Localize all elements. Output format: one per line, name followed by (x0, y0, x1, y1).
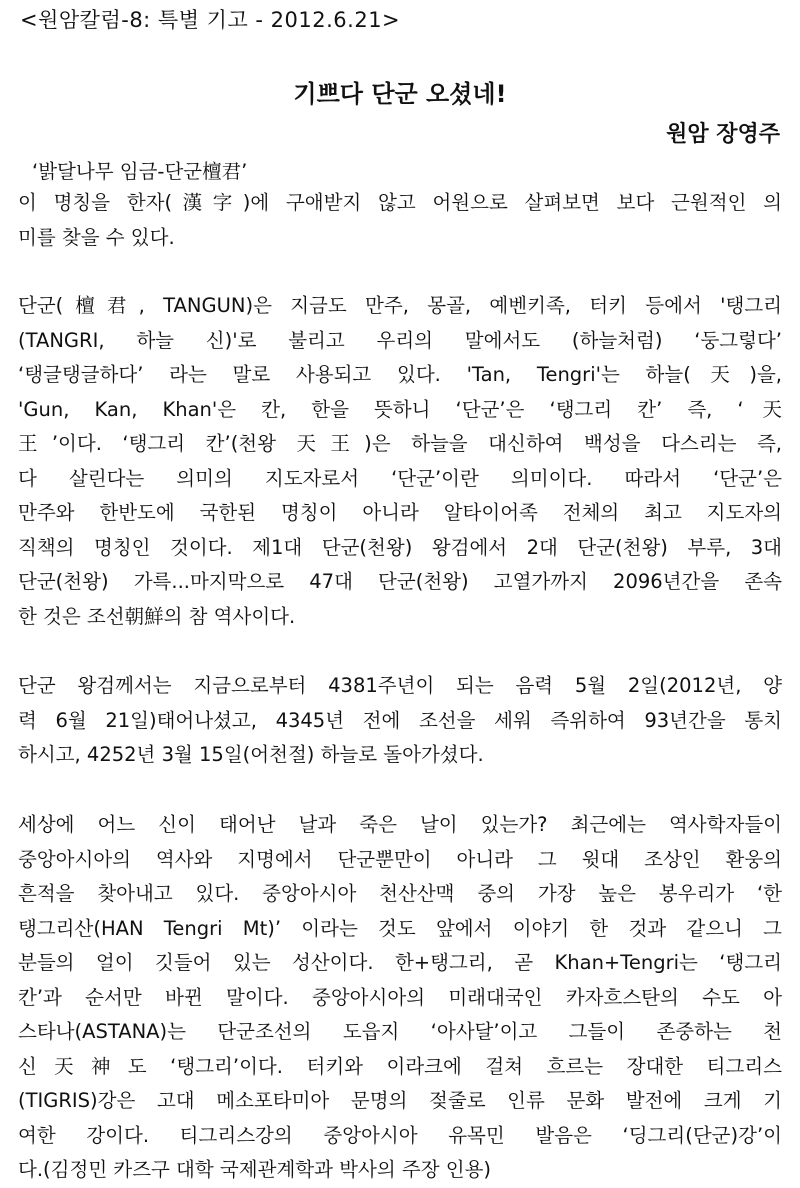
paragraph-line: 직책의 명칭인 것이다. 제1대 단군(천왕) 왕검에서 2대 단군(천왕) 부루, 3대 (18, 535, 782, 559)
paragraph-1 (18, 186, 782, 255)
paragraph-line: 단군 왕검께서는 지금으로부터 4381주년이 되는 음력 5월 2일(2012년, 양 (18, 674, 782, 697)
article-author: 원암 장영주 (666, 122, 780, 147)
paragraph-line: 한 것은 조선朝鮮의 참 역사이다. (18, 604, 296, 628)
paragraph-line: 하시고, 4252년 3월 15일(어천절) 하늘로 돌아가셨다. (18, 743, 484, 766)
paragraph-line: 탱그리산(HAN Tengri Mt)’ 이라는 것도 앞에서 이야기 한 것과 같으니 그 (18, 916, 782, 940)
paragraph-line: (TANGRI, 하늘 신)'로 불리고 우리의 말에서도 (하늘처럼) ‘둥그렇다’ (18, 328, 782, 352)
article-subhead: ‘밝달나무 임금-단군檀君’ (32, 160, 248, 183)
paragraph-line: (TIGRIS)강은 고대 메소포타미아 문명의 젖줄로 인류 문화 발전에 크게 기 (18, 1089, 782, 1112)
paragraph-line: ‘탱글탱글하다’ 라는 말로 사용되고 있다. 'Tan, Tengri'는 하늘(天)을, (18, 363, 782, 386)
paragraph-line: 흔적을 찾아내고 있다. 중앙아시아 천산산맥 중의 가장 높은 봉우리가 ‘한 (18, 882, 782, 905)
paragraph-line: 'Gun, Kan, Khan'은 칸, 한을 뜻하니 ‘단군’은 ‘탱그리 칸’ 즉, ‘天 (18, 397, 782, 421)
paragraph-3 (18, 669, 782, 773)
paragraph-line: 여한 강이다. 티그리스강의 중앙아시아 유목민 발음은 ‘딩그리(단군)강’이 (18, 1123, 782, 1147)
column-header: <원암칼럼-8: 특별 기고 - 2012.6.21> (20, 8, 401, 32)
paragraph-line: 이 명칭을 한자(漢字)에 구애받지 않고 어원으로 살펴보면 보다 근원적인 의 (18, 191, 782, 214)
paragraph-line: 분들의 얼이 깃들어 있는 성산이다. 한+탱그리, 곧 Khan+Tengri는 ‘탱그리 (18, 951, 782, 974)
paragraph-line: 칸’과 순서만 바뀐 말이다. 중앙아시아의 미래대국인 카자흐스탄의 수도 아 (18, 985, 782, 1009)
paragraph-line: 중앙아시아의 역사와 지명에서 단군뿐만이 아니라 그 윗대 조상인 환웅의 (18, 847, 782, 871)
paragraph-line: 王’이다. ‘탱그리 칸’(천왕 天王)은 하늘을 대신하여 백성을 다스리는 즉, (18, 432, 782, 455)
paragraph-line: 신天神도 ‘탱그리’이다. 터키와 이라크에 걸쳐 흐르는 장대한 티그리스 (18, 1054, 782, 1078)
paragraph-line: 단군(천왕) 가륵...마지막으로 47대 단군(천왕) 고열가까지 2096년간을 존속 (18, 570, 782, 593)
paragraph-line: 세상에 어느 신이 태어난 날과 죽은 날이 있는가? 최근에는 역사학자들이 (18, 813, 782, 836)
paragraph-line: 력 6월 21일)태어나셨고, 4345년 전에 조선을 세워 즉위하여 93년간을 통치 (18, 708, 782, 732)
paragraph-line: 다.(김정민 카즈구 대학 국제관계학과 박사의 주장 인용) (18, 1158, 492, 1181)
paragraph-line: 미를 찾을 수 있다. (18, 225, 175, 249)
paragraph-line: 다 살린다는 의미의 지도자로서 ‘단군’이란 의미이다. 따라서 ‘단군’은 (18, 466, 782, 490)
paragraph-line: 스타나(ASTANA)는 단군조선의 도읍지 ‘아사달’이고 그들이 존중하는 천 (18, 1020, 782, 1043)
paragraph-2 (18, 289, 782, 634)
paragraph-4 (18, 808, 782, 1188)
paragraph-line: 만주와 한반도에 국한된 명칭이 아니라 알타이어족 전체의 최고 지도자의 (18, 501, 782, 524)
paragraph-line: 단군(檀君, TANGUN)은 지금도 만주, 몽골, 예벤키족, 터키 등에서 '탱그리 (18, 294, 782, 317)
article-title: 기쁘다 단군 오셨네! (293, 80, 507, 108)
